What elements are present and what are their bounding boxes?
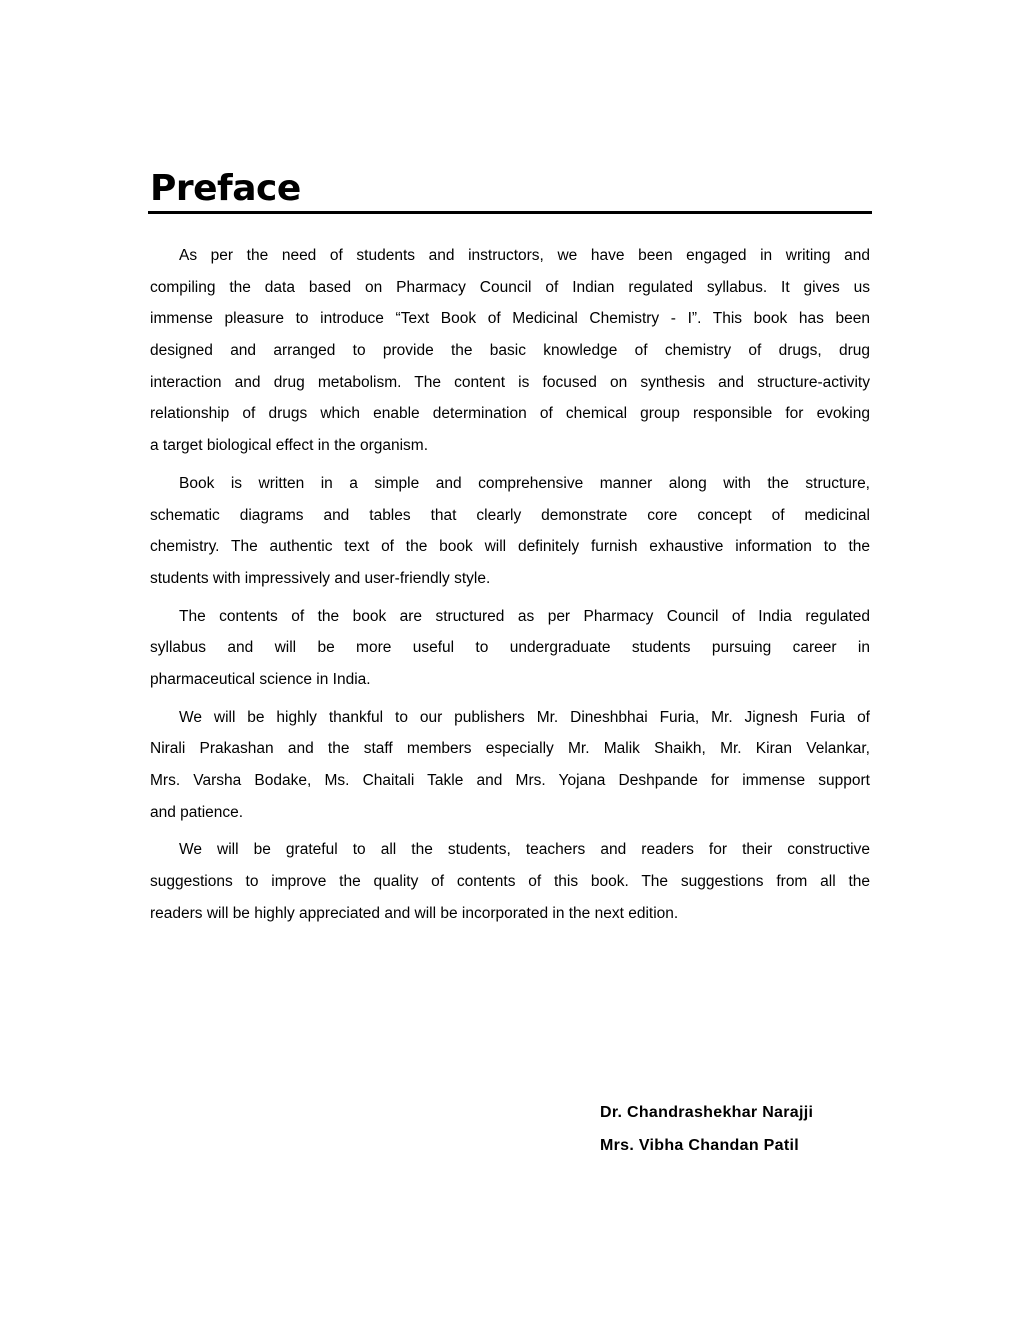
text-line: We will be grateful to all the students, teachers and readers for their constructive [179,841,870,859]
text-line: interaction and drug metabolism. The content is focused on synthesis and structure-activity [150,373,870,391]
text-line: As per the need of students and instructors, we have been engaged in writing and [179,247,870,264]
text-line: relationship of drugs which enable determination of chemical group responsible for evoking [150,405,870,423]
preface-body [150,243,870,938]
text-line: Mrs. Varsha Bodake, Ms. Chaitali Takle and Mrs. Yojana Deshpande for immense support [150,772,870,789]
paragraph [150,705,870,832]
text-line: immense pleasure to introduce “Text Book of Medicinal Chemistry - I”. This book has been [150,310,870,328]
text-line: suggestions to improve the quality of contents of this book. The suggestions from all the [150,873,870,891]
text-line: readers will be highly appreciated and will be incorporated in the next edition. [150,904,679,922]
text-line: compiling the data based on Pharmacy Council of Indian regulated syllabus. It gives us [150,278,870,296]
text-line: pharmaceutical science in India. [150,670,371,688]
text-line: syllabus and will be more useful to undergraduate students pursuing career in [150,639,870,657]
page-title: Preface [150,168,301,209]
author-name: Dr. Chandrashekhar Narajji [600,1104,814,1121]
text-line: Book is written in a simple and comprehensive manner along with the structure, [179,474,870,492]
text-line: Nirali Prakashan and the staff members especially Mr. Malik Shaikh, Mr. Kiran Velankar, [150,740,870,758]
text-line: designed and arranged to provide the basic knowledge of chemistry of drugs, drug [150,342,870,360]
text-line: The contents of the book are structured as per Pharmacy Council of India regulated [179,607,870,625]
author-name: Mrs. Vibha Chandan Patil [600,1137,799,1154]
title-underline [148,211,872,214]
paragraph [150,837,870,932]
text-line: and patience. [150,803,244,821]
text-line: a target biological effect in the organism. [150,437,429,455]
paragraph [150,604,870,699]
paragraph [150,243,870,465]
text-line: students with impressively and user-friendly style. [150,569,491,587]
text-line: We will be highly thankful to our publishers Mr. Dineshbhai Furia, Mr. Jignesh Furia of [179,708,870,726]
paragraph [150,471,870,598]
text-line: schematic diagrams and tables that clearly demonstrate core concept of medicinal [150,506,870,524]
text-line: chemistry. The authentic text of the book will definitely furnish exhaustive information to the [150,538,870,556]
